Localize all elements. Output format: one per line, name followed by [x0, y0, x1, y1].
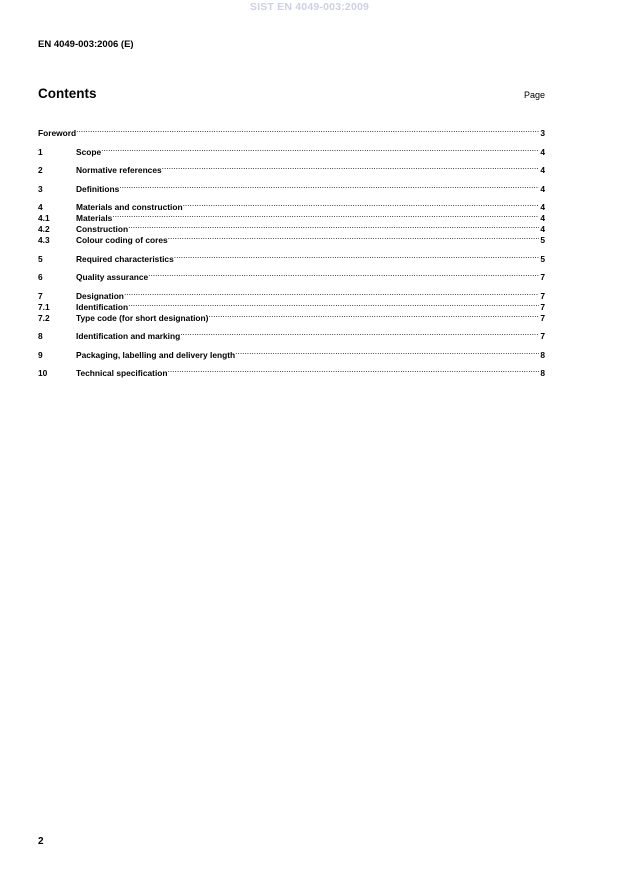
toc-leader-dots — [76, 125, 539, 136]
toc-entry[interactable] — [38, 269, 545, 280]
toc-entry-title: Identification — [76, 301, 129, 312]
toc-entry-page: 5 — [540, 253, 545, 264]
table-of-contents — [38, 125, 545, 376]
toc-leader-dots — [162, 162, 540, 173]
toc-entry[interactable] — [38, 221, 545, 232]
toc-leader-dots — [168, 365, 540, 376]
toc-entry-page: 4 — [540, 183, 545, 194]
toc-entry[interactable] — [38, 288, 545, 299]
toc-entry-number: 4 — [38, 202, 43, 212]
toc-entry-page: 4 — [540, 213, 545, 223]
page-number: 2 — [38, 836, 44, 847]
toc-leader-dots — [128, 299, 539, 310]
toc-leader-dots — [180, 328, 539, 339]
toc-entry-page: 3 — [540, 128, 545, 138]
toc-leader-dots — [101, 144, 539, 155]
toc-entry-number: 10 — [38, 368, 48, 378]
toc-entry-number: 4.2 — [38, 224, 50, 234]
toc-entry-title: Materials and construction — [76, 202, 183, 212]
toc-entry[interactable] — [38, 232, 545, 243]
contents-heading: Contents — [38, 86, 97, 101]
toc-entry-title: Quality assurance — [76, 272, 149, 282]
toc-entry-number: 1 — [38, 146, 43, 157]
toc-entry-page: 8 — [540, 368, 545, 378]
toc-entry-number: 3 — [38, 183, 43, 194]
toc-entry-number: 4.1 — [38, 213, 50, 223]
toc-entry[interactable] — [38, 365, 545, 376]
toc-entry-number: 8 — [38, 331, 43, 341]
toc-entry-title: Scope — [76, 146, 102, 157]
toc-entry-page: 7 — [540, 301, 545, 312]
toc-entry-number: 7.1 — [38, 301, 50, 312]
toc-entry-page: 4 — [540, 165, 545, 175]
document-code: EN 4049-003:2006 (E) — [38, 39, 134, 50]
toc-entry[interactable] — [38, 310, 545, 321]
toc-entry-number: 7 — [38, 290, 43, 301]
toc-leader-dots — [174, 251, 540, 262]
toc-leader-dots — [208, 310, 539, 321]
toc-entry-page: 7 — [540, 290, 545, 301]
toc-entry-number: 2 — [38, 165, 43, 175]
toc-entry[interactable] — [38, 144, 545, 155]
toc-entry-title: Technical specification — [76, 368, 168, 378]
toc-entry[interactable] — [38, 328, 545, 339]
toc-entry[interactable] — [38, 299, 545, 310]
toc-entry-title: Designation — [76, 290, 124, 301]
toc-entry[interactable] — [38, 181, 545, 192]
page-column-label: Page — [523, 90, 545, 100]
toc-leader-dots — [119, 181, 539, 192]
toc-entry-number: 6 — [38, 272, 43, 282]
toc-entry[interactable] — [38, 210, 545, 221]
toc-entry-page: 4 — [540, 146, 545, 157]
toc-entry-page: 5 — [540, 235, 545, 245]
toc-entry-number: 5 — [38, 253, 43, 264]
toc-entry[interactable] — [38, 251, 545, 262]
toc-entry-title: Required characteristics — [76, 253, 174, 264]
toc-entry-title: Identification and marking — [76, 331, 181, 341]
toc-entry[interactable] — [38, 347, 545, 358]
toc-entry-title: Foreword — [38, 128, 77, 138]
toc-leader-dots — [183, 199, 540, 210]
toc-entry-title: Type code (for short designation) — [76, 312, 209, 323]
toc-entry-page: 4 — [540, 202, 545, 212]
toc-entry-title: Materials — [76, 213, 113, 223]
toc-entry[interactable] — [38, 125, 545, 136]
toc-leader-dots — [112, 210, 539, 221]
toc-entry-title: Construction — [76, 224, 129, 234]
toc-entry-title: Colour coding of cores — [76, 235, 168, 245]
toc-leader-dots — [168, 232, 540, 243]
toc-entry-number: 9 — [38, 349, 43, 360]
toc-entry-number: 4.3 — [38, 235, 50, 245]
toc-leader-dots — [235, 347, 539, 358]
toc-entry-page: 8 — [540, 349, 545, 360]
toc-entry-number: 7.2 — [38, 312, 50, 323]
watermark: SIST EN 4049-003:2009 — [249, 1, 370, 13]
toc-leader-dots — [124, 288, 539, 299]
toc-entry-page: 7 — [540, 331, 545, 341]
toc-leader-dots — [148, 269, 539, 280]
toc-entry[interactable] — [38, 162, 545, 173]
toc-entry-page: 4 — [540, 224, 545, 234]
toc-entry-title: Definitions — [76, 183, 120, 194]
toc-entry-page: 7 — [540, 272, 545, 282]
toc-leader-dots — [128, 221, 539, 232]
toc-entry-title: Normative references — [76, 165, 162, 175]
toc-entry-title: Packaging, labelling and delivery length — [76, 349, 236, 360]
toc-entry[interactable] — [38, 199, 545, 210]
toc-entry-page: 7 — [540, 312, 545, 323]
